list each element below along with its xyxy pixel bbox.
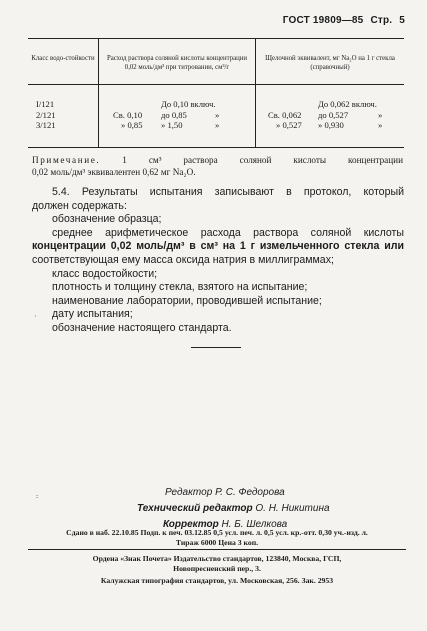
section-line: наименование лаборатории, проводившей испытание; [52, 294, 322, 307]
section-line: обозначение настоящего стандарта. [52, 321, 232, 334]
note-label: Примечание. [32, 155, 101, 165]
acid-row [103, 99, 251, 110]
stray-mark: ꞉ [36, 492, 39, 501]
section-line: соответствующая ему масса оксида натрия в миллиграммах; [32, 253, 334, 266]
header-class: Класс водо-стойкости [28, 39, 99, 85]
alkali-row [260, 99, 400, 110]
class-cell: 3/121 [36, 120, 56, 130]
section-line: концентрации 0,02 моль/дм³ в см³ на 1 г измельченного стекла или [32, 240, 404, 253]
imprint-line: Ордена «Знак Почета» Издательство стандартов, 123840, Москва, ГСП, [92, 554, 342, 563]
header-acid-consumption: Расход раствора соляной кислоты концентрации 0,02 моль/дм³ при титровании, см³/г [99, 39, 256, 85]
alkali-cell: до 0,527 [318, 109, 349, 120]
alkali-cell: » [378, 109, 383, 120]
section-line: дату испытания; [52, 308, 133, 321]
acid-cell: Св. 0,10 [113, 109, 143, 120]
acid-cell: » [215, 120, 220, 130]
credit-role: Корректор [163, 519, 219, 530]
acid-consumption-column [99, 85, 256, 148]
header-alkali-equivalent: Щелочной эквивалент, мг Na₂O на 1 г стекла (справочный) [256, 39, 405, 85]
page-header [279, 15, 405, 26]
acid-row [103, 110, 251, 121]
alkali-cell: » 0,527 [276, 120, 302, 130]
credit-role: Технический редактор [137, 503, 253, 514]
note-line-1 [32, 154, 403, 166]
gost-number: ГОСТ 19809—85 [282, 15, 364, 26]
class-column [28, 85, 99, 148]
stray-mark: · [34, 312, 37, 321]
water-resistance-table [28, 38, 404, 148]
alkali-row [260, 120, 400, 131]
section-line: плотность и толщину стекла, взятого на испытание; [52, 281, 308, 294]
note-line-2: 0,02 моль/дм³ эквивалентен 0,62 мг Na₂O. [32, 167, 196, 177]
credit-name: Н. Б. Шелкова [221, 519, 288, 530]
section-line: должен содержать: [32, 199, 127, 212]
imprint-divider [28, 549, 406, 550]
section-line: 5.4. Результаты испытания записывают в протокол, который [52, 186, 404, 198]
page-label: Стр. [370, 15, 393, 26]
alkali-cell: Св. 0,062 [268, 109, 302, 120]
credit-role: Редактор [165, 487, 213, 498]
end-rule [191, 347, 241, 348]
section-line: класс водостойкости; [52, 267, 158, 280]
credit-name: О. Н. Никитина [255, 503, 330, 514]
acid-cell: » 0,85 [121, 120, 143, 130]
acid-cell: до 0,85 [161, 109, 187, 120]
class-cell: I/121 [36, 99, 55, 109]
alkali-cell: До 0,062 включ. [318, 99, 377, 109]
table-note [32, 154, 403, 178]
acid-row [103, 120, 251, 131]
section-5-4 [32, 186, 404, 336]
acid-cell: » 1,50 [161, 120, 183, 130]
imprint-line: Калужская типография стандартов, ул. Московская, 256. Зак. 2953 [100, 576, 334, 585]
acid-cell: До 0,10 включ. [161, 99, 216, 109]
alkali-equivalent-column [256, 85, 405, 148]
section-line: среднее арифметическое расхода раствора соляной кислоты [52, 226, 404, 239]
imprint-line: Новопресненский пер., 3. [173, 564, 261, 573]
table-body-row [28, 85, 404, 148]
alkali-cell: » [378, 120, 383, 130]
credit-editor [165, 487, 285, 498]
imprint-line: Тираж 6000 Цена 3 коп. [175, 538, 259, 547]
note-text-1: 1 см³ раствора соляной кислоты концентрации [122, 155, 403, 165]
imprint-line: Сдано в наб. 22.10.85 Подп. к печ. 03.12.85 0,5 усл. печ. л. 0,5 усл. кр.-отт. 0,30 уч.-изд. л. [66, 528, 368, 537]
alkali-cell: » 0,930 [318, 120, 344, 130]
section-line: обозначение образца; [52, 213, 162, 226]
class-cell: 2/121 [36, 109, 56, 120]
credit-tech-editor [137, 503, 330, 514]
alkali-row [260, 110, 400, 121]
credit-name: Р. С. Федорова [215, 487, 285, 498]
page-number: 5 [399, 15, 405, 26]
acid-cell: » [215, 109, 220, 120]
